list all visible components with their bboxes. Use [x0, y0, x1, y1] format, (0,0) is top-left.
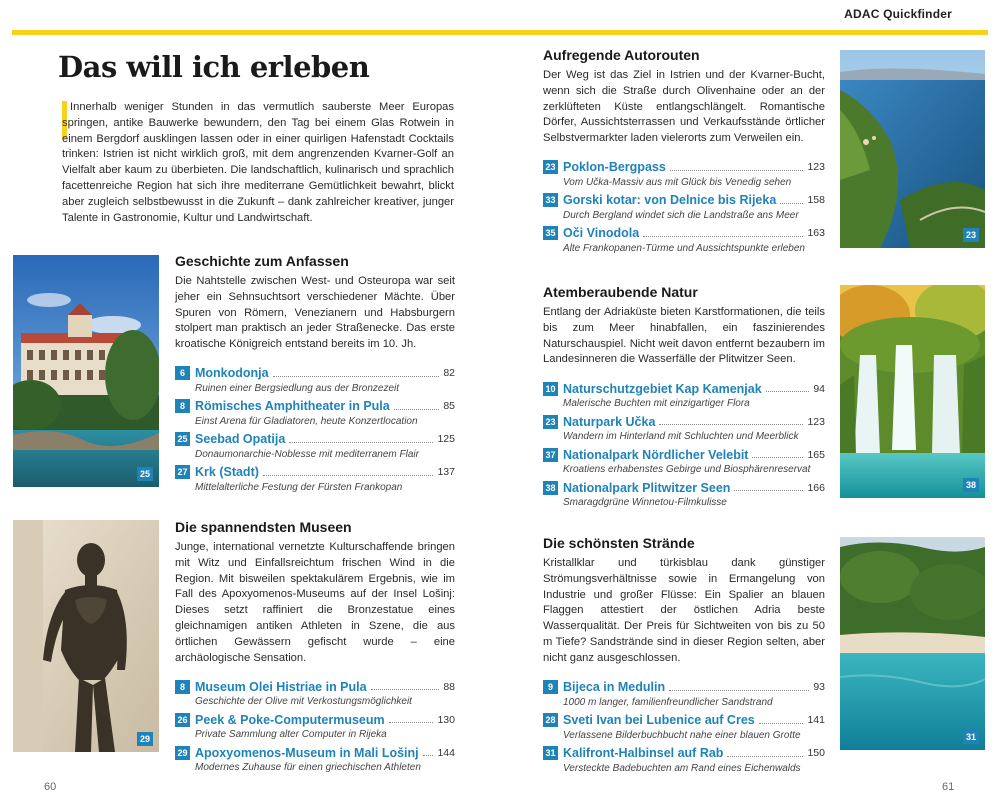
entry-number: 23	[543, 415, 558, 429]
entry-description: Donaumonarchie-Noblesse mit mediterranem Flair	[195, 448, 419, 460]
entry-list	[543, 159, 825, 255]
entry-title-link[interactable]: Naturpark Učka	[563, 414, 656, 429]
entry-description: Verlassene Bilderbuchbucht nahe einer blauen Grotte	[563, 729, 801, 741]
section-geschichte	[175, 253, 455, 497]
photo-coast-image	[840, 50, 985, 248]
list-item[interactable]	[543, 712, 825, 742]
photo-beach	[840, 537, 985, 750]
list-item[interactable]	[175, 398, 455, 428]
section-body: Junge, international vernetzte Kulturschaffende bringen mit Witz und Einfallsreichtum frischen Wind in die Region. Mit bisweilen spektakulärem Ergebnis, wie im Fall des Apoxyomenos-Museums auf der Insel Lošinj: Dieses setzt raffiniert die Bronzestatue eines gleichnamigen antiken Athleten in Szene, die aus örtlichen Gewässern gefischt wurde – eine archäologische Sensation.	[175, 541, 455, 664]
entry-title-link[interactable]: Poklon-Bergpass	[563, 160, 666, 175]
entry-number: 6	[175, 366, 190, 380]
entry-number: 37	[543, 448, 558, 462]
section-natur	[543, 284, 825, 512]
entry-description: Kroatiens erhabenstes Gebirge und Biosphärenreservat	[563, 464, 811, 476]
entry-page: 123	[807, 161, 825, 174]
photo-badge: 38	[963, 478, 979, 492]
entry-list	[175, 365, 455, 494]
entry-page: 93	[813, 681, 825, 694]
leader-dots	[670, 170, 804, 171]
entry-title-link[interactable]: Museum Olei Histriae in Pula	[195, 679, 367, 694]
entry-page: 130	[437, 713, 455, 726]
leader-dots	[643, 236, 803, 237]
entry-description: Geschichte der Olive mit Verkostungsmöglichkeit	[195, 696, 412, 708]
entry-description: Alte Frankopanen-Türme und Aussichtspunkte erleben	[563, 242, 805, 254]
entry-page: 163	[807, 227, 825, 240]
entry-description: Ruinen einer Bergsiedlung aus der Bronzezeit	[195, 382, 400, 394]
entry-title-link[interactable]: Peek & Poke-Computermuseum	[195, 712, 385, 727]
photo-badge: 25	[137, 467, 153, 481]
entry-title-link[interactable]: Oči Vinodola	[563, 226, 640, 241]
list-item[interactable]	[543, 446, 825, 476]
entry-number: 26	[175, 713, 190, 727]
list-item[interactable]	[175, 365, 455, 395]
entry-description: Modernes Zuhause für einen griechischen Athleten	[195, 762, 421, 774]
entry-list	[543, 380, 825, 509]
entry-description: Durch Bergland windet sich die Landstraße ans Meer	[563, 209, 799, 221]
page-number-left: 60	[44, 781, 57, 793]
photo-apoxyomenos-statue	[13, 520, 159, 752]
leader-dots	[766, 391, 810, 392]
entry-title-link[interactable]: Naturschutzgebiet Kap Kamenjak	[563, 381, 762, 396]
running-header: ADAC Quickfinder	[844, 7, 952, 21]
entry-description: Smaragdgrüne Winnetou-Filmkulisse	[563, 497, 727, 509]
entry-list	[175, 678, 455, 774]
entry-title-link[interactable]: Kalifront-Halbinsel auf Rab	[563, 746, 724, 761]
leader-dots	[423, 755, 434, 756]
leader-dots	[734, 490, 803, 491]
leader-dots	[659, 424, 803, 425]
leader-dots	[371, 689, 440, 690]
entry-number: 35	[543, 226, 558, 240]
section-body: Die Nahtstelle zwischen West- und Osteuropa war seit jeher ein Sehnsuchtsort verschiedener Mächte. Über Spuren von Römern, Venezianern und Habsburgern stolpert man praktisch an jeder Straßenecke. Das erste kroatische Königreich entstand bereits im 10. Jh.	[175, 275, 455, 351]
photo-opatija-image	[13, 255, 159, 487]
entry-title-link[interactable]: Monkodonja	[195, 366, 269, 381]
entry-description: Vom Učka-Massiv aus mit Glück bis Venedig sehen	[563, 176, 792, 188]
list-item[interactable]	[543, 745, 825, 775]
photo-beach-image	[840, 537, 985, 750]
entry-number: 9	[543, 680, 558, 694]
section-heading: Atemberaubende Natur	[543, 284, 698, 300]
page-number-right: 61	[942, 781, 955, 793]
leader-dots	[289, 442, 433, 443]
list-item[interactable]	[175, 678, 455, 708]
list-item[interactable]	[543, 413, 825, 443]
leader-dots	[727, 756, 803, 757]
leader-dots	[389, 722, 434, 723]
list-item[interactable]	[543, 225, 825, 255]
photo-plitvice-waterfalls	[840, 285, 985, 498]
intro-paragraph	[62, 100, 454, 226]
entry-number: 27	[175, 465, 190, 479]
entry-number: 33	[543, 193, 558, 207]
page-title: Das will ich erleben	[58, 50, 370, 84]
leader-dots	[752, 457, 803, 458]
entry-description: Wandern im Hinterland mit Schluchten und Meerblick	[563, 431, 799, 443]
photo-badge: 23	[963, 228, 979, 242]
photo-waterfall-image	[840, 285, 985, 498]
entry-page: 137	[437, 466, 455, 479]
leader-dots	[394, 409, 440, 410]
list-item[interactable]	[175, 464, 455, 494]
entry-title-link[interactable]: Gorski kotar: von Delnice bis Rijeka	[563, 193, 777, 208]
entry-title-link[interactable]: Sveti Ivan bei Lubenice auf Cres	[563, 713, 755, 728]
list-item[interactable]	[543, 479, 825, 509]
list-item[interactable]	[543, 192, 825, 222]
list-item[interactable]	[543, 159, 825, 189]
list-item[interactable]	[543, 380, 825, 410]
entry-page: 94	[813, 382, 825, 395]
entry-title-link[interactable]: Nationalpark Plitwitzer Seen	[563, 480, 731, 495]
entry-page: 141	[807, 714, 825, 727]
intro-text: Innerhalb weniger Stunden in das vermutlich sauberste Meer Europas springen, antike Bauwerke bewundern, den Tag bei einem Glas Rotwein in einem Bergdorf ausklingen lassen oder in einer quirligen Hafenstadt Cocktails trinken: Istrien ist nicht wirklich groß, mit dem angrenzenden Kvarner-Golf an Vielfalt aber kaum zu überbieten. Die landschaftlich, kulinarisch und sprachlich facettenreiche Region hat sich ihre mediterrane Gemütlichkeit bewahrt, blickt aber zugleich selbstbewusst in die Zukunft – dank zahlreicher kreativer, junger Talente in Gastronomie, Kultur und Landwirtschaft.	[62, 101, 454, 224]
entry-page: 165	[807, 448, 825, 461]
leader-dots	[273, 376, 440, 377]
list-item[interactable]	[175, 431, 455, 461]
section-straende	[543, 535, 825, 778]
entry-number: 28	[543, 713, 558, 727]
entry-list	[543, 679, 825, 775]
section-autorouten	[543, 47, 825, 258]
entry-page: 144	[437, 746, 455, 759]
list-item[interactable]	[543, 679, 825, 709]
entry-number: 38	[543, 481, 558, 495]
leader-dots	[780, 203, 803, 204]
entry-description: Malerische Buchten mit einzigartiger Flora	[563, 398, 750, 410]
section-heading: Geschichte zum Anfassen	[175, 253, 349, 269]
entry-description: Private Sammlung alter Computer in Rijeka	[195, 729, 387, 741]
entry-description: Mittelalterliche Festung der Fürsten Frankopan	[195, 481, 403, 493]
section-heading: Die schönsten Strände	[543, 535, 695, 551]
entry-number: 25	[175, 432, 190, 446]
header-rule	[12, 30, 988, 35]
entry-description: Einst Arena für Gladiatoren, heute Konzertlocation	[195, 415, 418, 427]
entry-page: 158	[807, 194, 825, 207]
section-body: Entlang der Adriaküste bieten Karstformationen, die teils bis zum Meer hinabfallen, ein faszinierendes Naturschauspiel. Nicht weit davon entfernt bezaubern im Landesinneren die Wasserfälle der Plitwitzer Seen.	[543, 306, 825, 366]
section-body: Der Weg ist das Ziel in Istrien und der Kvarner-Bucht, wenn sich die Straße durch Olivenhaine oder an der zerklüfteten Küste entlangschlängelt. Romantische Dörfer, Aussichtsterrassen und Verkaufsstände örtlicher Selbstvermarkter laden vielerorts zum Verweilen ein.	[543, 69, 825, 145]
list-item[interactable]	[175, 711, 455, 741]
leader-dots	[263, 475, 434, 476]
entry-page: 82	[443, 367, 455, 380]
entry-page: 85	[443, 400, 455, 413]
entry-description: 1000 m langer, familienfreundlicher Sandstrand	[563, 696, 773, 708]
entry-title-link[interactable]: Apoxyomenos-Museum in Mali Lošinj	[195, 745, 419, 760]
entry-title-link[interactable]: Römisches Amphitheater in Pula	[195, 399, 390, 414]
entry-page: 166	[807, 481, 825, 494]
section-body: Kristallklar und türkisblau dank günstiger Strömungsverhältnisse sowie in Ermangelung von Industrie und großer Flüsse: Ein Spalier an blauen Flaggen attestiert der östlichen Adria beste Wasserqualität. Der Preis für Sichtweiten von bis zu 50 m Tiefe? Sandstrände sind in dieser Region selten, aber nicht ganz ausgeschlossen.	[543, 557, 825, 664]
photo-opatija-villa	[13, 255, 159, 487]
photo-coast-road	[840, 50, 985, 248]
photo-badge: 31	[963, 730, 979, 744]
entry-title-link[interactable]: Krk (Stadt)	[195, 465, 259, 480]
entry-description: Versteckte Badebuchten am Rand eines Eichenwalds	[563, 762, 801, 774]
section-heading: Aufregende Autorouten	[543, 47, 700, 63]
entry-page: 88	[443, 680, 455, 693]
entry-title-link[interactable]: Bijeca in Medulin	[563, 680, 666, 695]
entry-number: 8	[175, 399, 190, 413]
entry-number: 23	[543, 160, 558, 174]
section-heading: Die spannendsten Museen	[175, 519, 352, 535]
entry-number: 31	[543, 746, 558, 760]
entry-number: 10	[543, 382, 558, 396]
leader-dots	[759, 723, 804, 724]
photo-badge: 29	[137, 732, 153, 746]
entry-number: 29	[175, 746, 190, 760]
entry-title-link[interactable]: Seebad Opatija	[195, 432, 286, 447]
section-museen	[175, 519, 455, 777]
leader-dots	[669, 690, 809, 691]
entry-page: 150	[807, 747, 825, 760]
entry-page: 123	[807, 415, 825, 428]
entry-title-link[interactable]: Nationalpark Nördlicher Velebit	[563, 447, 749, 462]
entry-number: 8	[175, 680, 190, 694]
entry-page: 125	[437, 433, 455, 446]
list-item[interactable]	[175, 744, 455, 774]
photo-statue-image	[13, 520, 159, 752]
